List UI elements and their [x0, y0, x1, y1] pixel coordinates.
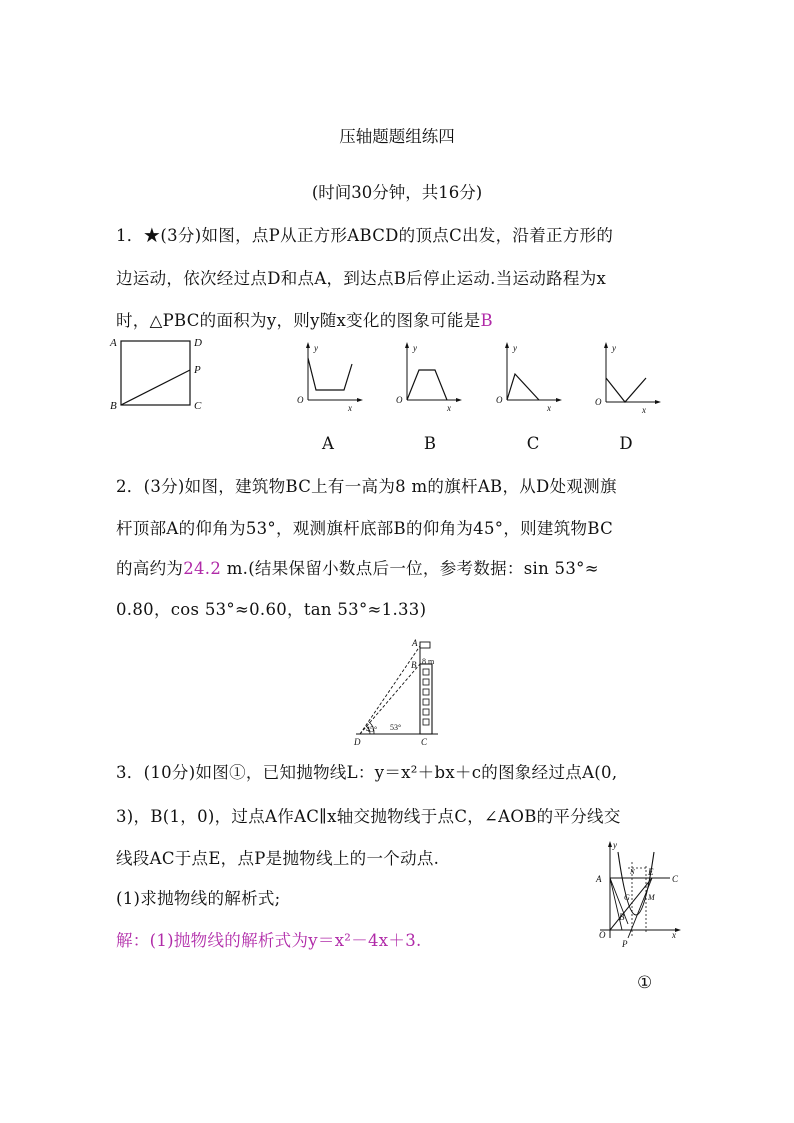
q1-line-3-text: 时，△PBC的面积为y，则y随x变化的图象可能是: [116, 311, 481, 330]
q1-label-p: P: [194, 364, 201, 376]
q1-graph-a-y-label: y: [314, 343, 318, 353]
q3-label-p: P: [622, 939, 628, 949]
q2-label-angle53: 53°: [390, 723, 402, 732]
q2-line-2: 杆顶部A的仰角为53°，观测旗杆底部B的仰角为45°，则建筑物BC: [116, 519, 613, 538]
q1-graph-d-x-label: x: [642, 405, 646, 415]
q1-answer: B: [480, 311, 493, 330]
q1-graph-c: [493, 340, 565, 414]
q1-graph-d: [592, 340, 664, 416]
q3-label-b: B: [619, 912, 625, 922]
q1-line-2: 边运动，依次经过点D和点A，到达点B后停止运动.当运动路程为x: [116, 269, 607, 288]
q3-label-c: C: [672, 874, 679, 884]
q1-label-c: C: [194, 400, 202, 412]
q2-label-a: A: [412, 638, 418, 648]
q2-line-3-pre: 的高约为: [116, 559, 184, 578]
q1-graph-b-x-label: x: [447, 403, 451, 413]
q2-line-3: [116, 558, 599, 580]
q3-label-a: A: [596, 874, 602, 884]
q3-line-3: 线段AC于点E，点P是抛物线上的一个动点.: [116, 849, 440, 868]
q1-graph-c-x-label: x: [547, 403, 551, 413]
q1-label-d: D: [194, 337, 202, 349]
q1-graph-b: [393, 340, 465, 414]
q1-label-a: A: [110, 337, 117, 349]
page-title: 压轴题题组练四: [339, 127, 455, 146]
q3-label-o: O: [599, 930, 606, 940]
q3-label-n: N: [630, 868, 635, 876]
q1-graph-a: [294, 340, 366, 414]
q3-figure-number: ①: [637, 973, 653, 993]
q3-label-x: x: [672, 930, 676, 940]
q3-label-g: G: [624, 893, 630, 902]
q2-building-figure: [348, 636, 448, 748]
q1-option-b-label: B: [423, 434, 437, 453]
q1-graph-c-origin: O: [496, 395, 503, 405]
q1-square-figure: [108, 333, 208, 417]
q2-line-1: 2．(3分)如图，建筑物BC上有一高为8 m的旗杆AB，从D处观测旗: [116, 477, 617, 496]
q3-label-e: E: [648, 867, 654, 877]
q1-graph-a-x-label: x: [348, 403, 352, 413]
q1-graph-d-y-label: y: [612, 343, 616, 353]
q1-label-b: B: [110, 400, 117, 412]
page-subtitle: (时间30分钟，共16分): [311, 183, 483, 202]
q2-label-angle45: 45°: [366, 725, 378, 734]
q3-parabola-figure: [592, 838, 688, 952]
q2-label-b: B: [411, 660, 417, 670]
q1-graph-d-origin: O: [595, 397, 602, 407]
q1-line-1: 1．★(3分)如图，点P从正方形ABCD的顶点C出发，沿着正方形的: [116, 226, 614, 245]
q3-label-y: y: [613, 840, 617, 850]
q2-answer: 24.2: [183, 559, 222, 578]
q3-line-1: 3．(10分)如图①，已知抛物线L：y＝x²＋bx＋c的图象经过点A(0,: [116, 763, 618, 782]
q1-graph-b-y-label: y: [413, 343, 417, 353]
q1-graph-a-origin: O: [297, 395, 304, 405]
q2-label-c: C: [421, 737, 428, 747]
q2-label-height: 8 m: [422, 657, 435, 666]
q2-label-d: D: [354, 737, 361, 747]
q3-sub-question-1: (1)求抛物线的解析式;: [116, 889, 281, 908]
q1-option-a-label: A: [322, 434, 334, 453]
q3-line-2: 3)，B(1，0)，过点A作AC∥x轴交抛物线于点C，∠AOB的平分线交: [116, 807, 621, 826]
q1-graph-b-origin: O: [396, 395, 403, 405]
q3-solution: 解：(1)抛物线的解析式为y＝x²－4x＋3.: [116, 931, 422, 950]
q1-option-c-label: C: [526, 434, 540, 453]
q2-line-3-post: m.(结果保留小数点后一位，参考数据：sin 53°≈: [221, 559, 599, 578]
q3-label-m: M: [648, 893, 655, 902]
q2-line-4: 0.80，cos 53°≈0.60，tan 53°≈1.33): [116, 600, 427, 619]
q1-line-3: [116, 310, 493, 332]
q1-graph-c-y-label: y: [513, 343, 517, 353]
q1-option-d-label: D: [619, 434, 633, 453]
